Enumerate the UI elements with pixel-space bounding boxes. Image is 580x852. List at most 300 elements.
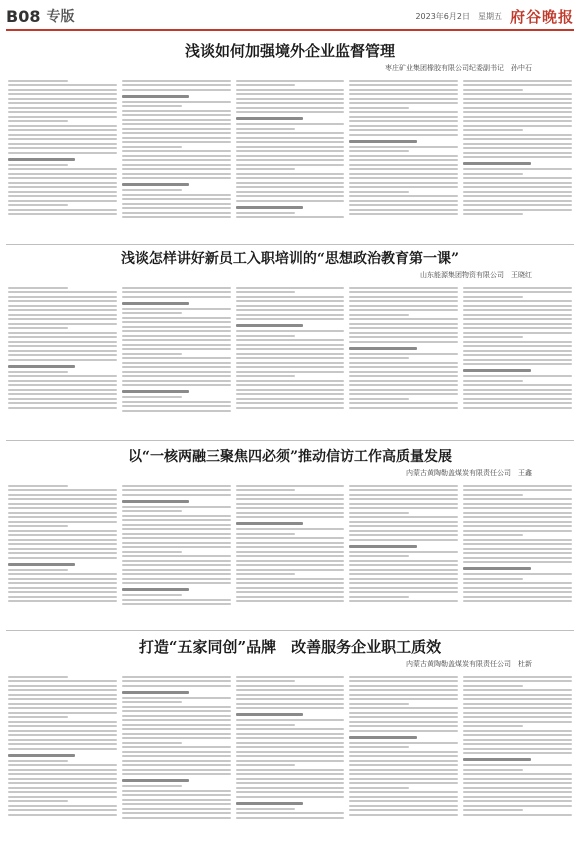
text-line xyxy=(8,327,68,329)
text-line xyxy=(349,805,458,807)
text-column xyxy=(349,482,458,608)
text-line xyxy=(122,123,231,125)
text-line xyxy=(122,384,231,386)
text-line xyxy=(122,728,231,730)
text-line xyxy=(8,730,117,732)
text-line xyxy=(236,384,345,386)
text-line xyxy=(463,778,572,780)
text-line xyxy=(8,552,117,554)
text-line xyxy=(463,341,572,343)
text-line xyxy=(122,560,231,562)
text-line xyxy=(236,177,345,179)
text-line xyxy=(236,808,296,810)
article-1-body xyxy=(8,77,572,221)
text-line xyxy=(122,401,231,403)
text-line xyxy=(236,485,345,487)
text-line xyxy=(349,539,458,541)
text-line xyxy=(349,287,458,289)
text-line xyxy=(236,569,345,571)
text-line xyxy=(463,314,572,316)
text-line xyxy=(8,596,117,598)
text-line xyxy=(349,525,458,527)
text-line xyxy=(122,291,231,293)
text-line xyxy=(349,366,458,368)
text-line xyxy=(8,164,68,166)
text-line xyxy=(8,805,117,807)
text-line xyxy=(463,809,523,811)
text-line xyxy=(463,102,572,104)
text-line xyxy=(349,560,458,562)
text-line xyxy=(8,582,117,584)
text-line xyxy=(236,159,345,161)
text-line xyxy=(122,724,231,726)
text-line xyxy=(8,800,68,802)
text-line xyxy=(349,107,409,109)
text-line xyxy=(122,701,182,703)
text-line xyxy=(236,733,345,735)
text-line xyxy=(236,89,345,91)
text-line xyxy=(122,764,231,766)
text-line xyxy=(463,796,572,798)
text-line xyxy=(122,779,189,782)
text-line xyxy=(463,156,572,158)
text-line xyxy=(236,542,345,544)
text-line xyxy=(236,80,345,82)
text-line xyxy=(463,485,572,487)
text-line xyxy=(236,137,345,139)
issue-weekday: 星期五 xyxy=(477,11,502,21)
text-line xyxy=(236,760,345,762)
text-line xyxy=(122,680,231,682)
text-line xyxy=(8,587,117,589)
text-line xyxy=(349,305,458,307)
text-line xyxy=(236,318,345,320)
text-line xyxy=(8,296,117,298)
text-line xyxy=(463,805,572,807)
text-line xyxy=(8,573,117,575)
text-line xyxy=(236,551,345,553)
text-line xyxy=(8,359,117,361)
text-line xyxy=(236,676,345,678)
text-line xyxy=(349,796,458,798)
text-line xyxy=(8,209,117,211)
text-line xyxy=(8,300,117,302)
text-column xyxy=(349,284,458,414)
text-line xyxy=(8,407,117,409)
text-line xyxy=(122,706,231,708)
text-line xyxy=(463,712,572,714)
text-line xyxy=(463,354,572,356)
text-line xyxy=(8,489,117,491)
text-line xyxy=(8,563,75,566)
text-line xyxy=(122,588,189,591)
text-line xyxy=(8,84,117,86)
text-line xyxy=(122,84,231,86)
text-line xyxy=(349,134,458,136)
text-line xyxy=(122,330,231,332)
text-line xyxy=(349,545,416,548)
masthead-rule xyxy=(6,29,574,31)
text-line xyxy=(349,323,458,325)
text-line xyxy=(8,98,117,100)
text-line xyxy=(463,494,523,496)
text-line xyxy=(8,314,117,316)
text-line xyxy=(8,512,117,514)
text-line xyxy=(463,557,572,559)
text-line xyxy=(122,357,231,359)
text-line xyxy=(236,168,296,170)
text-line xyxy=(8,393,117,395)
text-line xyxy=(8,516,117,518)
text-line xyxy=(8,498,117,500)
text-line xyxy=(463,752,572,754)
text-column xyxy=(236,284,345,414)
text-line xyxy=(349,694,458,696)
text-line xyxy=(349,89,458,91)
text-line xyxy=(122,755,231,757)
text-line xyxy=(8,721,117,723)
text-line xyxy=(8,107,117,109)
text-line xyxy=(8,494,117,496)
text-line xyxy=(349,800,458,802)
text-line xyxy=(8,305,117,307)
text-line xyxy=(122,715,231,717)
text-line xyxy=(349,155,458,157)
article-3-body xyxy=(8,482,572,608)
article-4-byline: 内蒙古黄陶勒盖煤炭有限责任公司 杜新 xyxy=(406,660,532,668)
text-line xyxy=(236,802,303,805)
text-line xyxy=(463,764,572,766)
article-divider xyxy=(6,630,574,631)
text-line xyxy=(236,305,345,307)
text-line xyxy=(236,782,345,784)
text-line xyxy=(349,80,458,82)
text-line xyxy=(463,213,523,215)
text-line xyxy=(122,519,231,521)
text-line xyxy=(236,737,345,739)
text-line xyxy=(463,582,572,584)
text-line xyxy=(349,182,458,184)
text-line xyxy=(8,525,68,527)
text-line xyxy=(463,543,572,545)
text-line xyxy=(8,147,117,149)
text-line xyxy=(236,123,345,125)
text-line xyxy=(8,716,68,718)
text-line xyxy=(349,129,458,131)
text-line xyxy=(122,582,231,584)
text-line xyxy=(463,209,572,211)
text-line xyxy=(463,111,572,113)
text-line xyxy=(349,498,458,500)
text-line xyxy=(8,371,68,373)
text-line xyxy=(122,287,231,289)
text-line xyxy=(122,812,231,814)
text-line xyxy=(349,332,458,334)
text-line xyxy=(349,746,409,748)
text-column xyxy=(349,673,458,821)
text-line xyxy=(463,552,572,554)
text-line xyxy=(463,296,523,298)
text-line xyxy=(8,698,117,700)
text-line xyxy=(236,522,303,525)
masthead-info xyxy=(415,6,574,27)
text-line xyxy=(122,137,231,139)
text-line xyxy=(236,296,345,298)
article-3-byline: 内蒙古黄陶勒盖煤炭有限责任公司 王鑫 xyxy=(406,469,532,477)
text-line xyxy=(122,150,231,152)
text-line xyxy=(236,291,296,293)
text-line xyxy=(349,209,458,211)
text-line xyxy=(8,129,117,131)
text-line xyxy=(236,407,345,409)
text-line xyxy=(8,191,117,193)
text-line xyxy=(463,676,572,678)
text-line xyxy=(122,603,231,605)
text-line xyxy=(8,287,68,289)
text-line xyxy=(236,132,345,134)
text-line xyxy=(122,128,231,130)
text-line xyxy=(236,680,296,682)
text-line xyxy=(349,791,458,793)
text-line xyxy=(122,542,231,544)
text-line xyxy=(122,177,231,179)
text-line xyxy=(236,507,345,509)
text-line xyxy=(8,534,117,536)
text-line xyxy=(463,689,572,691)
text-line xyxy=(349,371,458,373)
text-line xyxy=(8,503,117,505)
text-line xyxy=(349,402,458,404)
text-line xyxy=(122,380,231,382)
text-line xyxy=(349,530,458,532)
text-column xyxy=(236,482,345,608)
text-line xyxy=(349,213,458,215)
text-line xyxy=(463,407,572,409)
text-line xyxy=(349,125,458,127)
text-line xyxy=(349,698,458,700)
text-line xyxy=(8,89,117,91)
text-line xyxy=(463,173,523,175)
text-line xyxy=(463,168,572,170)
text-line xyxy=(122,312,182,314)
text-line xyxy=(349,384,458,386)
text-line xyxy=(349,600,458,602)
text-line xyxy=(122,790,231,792)
text-column xyxy=(349,77,458,221)
text-line xyxy=(8,773,117,775)
text-line xyxy=(8,402,117,404)
text-line xyxy=(349,773,458,775)
text-line xyxy=(349,93,458,95)
text-line xyxy=(349,755,458,757)
text-line xyxy=(236,150,345,152)
text-line xyxy=(463,186,572,188)
text-line xyxy=(463,318,572,320)
text-line xyxy=(463,694,572,696)
text-line xyxy=(463,287,572,289)
text-line xyxy=(463,402,572,404)
text-line xyxy=(463,503,572,505)
text-line xyxy=(463,384,572,386)
text-line xyxy=(463,512,572,514)
text-line xyxy=(8,791,117,793)
article-4 xyxy=(8,636,572,846)
text-line xyxy=(236,728,345,730)
text-line xyxy=(349,489,458,491)
text-line xyxy=(236,573,296,575)
text-line xyxy=(236,746,345,748)
text-line xyxy=(349,494,458,496)
text-line xyxy=(8,195,117,197)
text-line xyxy=(8,521,117,523)
text-line xyxy=(236,98,345,100)
text-line xyxy=(463,359,572,361)
text-line xyxy=(349,159,458,161)
text-line xyxy=(236,164,345,166)
text-line xyxy=(463,98,572,100)
text-line xyxy=(122,599,231,601)
text-line xyxy=(349,291,458,293)
text-line xyxy=(122,578,231,580)
text-column xyxy=(463,284,572,414)
text-line xyxy=(122,348,231,350)
text-line xyxy=(349,814,458,816)
text-line xyxy=(463,791,572,793)
text-line xyxy=(349,764,458,766)
article-1-byline: 枣庄矿业集团橡胶有限公司纪委副书记 孙中石 xyxy=(385,64,532,72)
text-line xyxy=(122,710,231,712)
text-line xyxy=(236,773,345,775)
text-line xyxy=(8,676,68,678)
text-line xyxy=(463,195,572,197)
text-line xyxy=(463,521,572,523)
text-line xyxy=(349,341,458,343)
article-2-body xyxy=(8,284,572,414)
text-line xyxy=(122,353,182,355)
text-line xyxy=(8,787,117,789)
text-line xyxy=(122,105,182,107)
text-line xyxy=(349,760,458,762)
text-line xyxy=(463,800,572,802)
text-line xyxy=(463,725,523,727)
text-line xyxy=(236,362,345,364)
text-line xyxy=(463,80,572,82)
text-line xyxy=(122,390,189,393)
text-line xyxy=(122,510,182,512)
text-line xyxy=(236,742,345,744)
text-line xyxy=(463,345,572,347)
article-3-headline: 以“一核两融三聚焦四必须”推动信访工作高质量发展 xyxy=(127,449,453,465)
text-column xyxy=(8,77,117,221)
issue-date: 2023年6月2日 xyxy=(415,11,470,21)
text-line xyxy=(122,515,231,517)
text-line xyxy=(463,363,572,365)
text-line xyxy=(349,703,409,705)
text-line xyxy=(122,719,231,721)
text-line xyxy=(349,512,409,514)
text-line xyxy=(463,380,523,382)
text-line xyxy=(236,751,345,753)
text-line xyxy=(8,507,117,509)
masthead xyxy=(6,4,574,28)
text-line xyxy=(349,534,458,536)
text-line xyxy=(236,335,296,337)
text-line xyxy=(122,733,231,735)
text-line xyxy=(236,141,345,143)
text-line xyxy=(8,707,117,709)
text-line xyxy=(463,393,572,395)
text-line xyxy=(8,173,117,175)
text-line xyxy=(122,742,182,744)
text-line xyxy=(236,578,345,580)
text-line xyxy=(8,760,68,762)
text-line xyxy=(236,516,345,518)
article-4-headline: 打造“五家同创”品牌 改善服务企业职工质效 xyxy=(138,638,442,656)
text-line xyxy=(236,817,345,819)
text-line xyxy=(463,89,523,91)
text-line xyxy=(8,116,117,118)
text-line xyxy=(122,528,231,530)
text-line xyxy=(8,341,117,343)
text-line xyxy=(463,596,572,598)
text-line xyxy=(463,814,572,816)
text-line xyxy=(463,327,572,329)
text-line xyxy=(122,500,189,503)
text-line xyxy=(349,721,458,723)
text-line xyxy=(463,300,572,302)
text-line xyxy=(122,344,231,346)
text-line xyxy=(463,730,572,732)
text-line xyxy=(236,287,345,289)
text-line xyxy=(122,808,231,810)
text-line xyxy=(122,769,231,771)
text-line xyxy=(349,204,458,206)
text-line xyxy=(236,393,345,395)
text-line xyxy=(349,736,416,739)
text-line xyxy=(236,102,345,104)
text-line xyxy=(8,380,117,382)
text-line xyxy=(8,213,117,215)
text-line xyxy=(349,380,458,382)
text-line xyxy=(349,318,458,320)
text-line xyxy=(349,725,458,727)
text-line xyxy=(8,796,117,798)
text-line xyxy=(349,689,458,691)
text-line xyxy=(349,393,458,395)
text-line xyxy=(236,582,345,584)
text-line xyxy=(236,389,345,391)
text-line xyxy=(122,155,231,157)
text-column xyxy=(8,673,117,821)
text-line xyxy=(8,120,68,122)
text-line xyxy=(463,309,572,311)
text-line xyxy=(463,204,572,206)
text-line xyxy=(8,345,117,347)
text-line xyxy=(8,309,117,311)
text-line xyxy=(463,734,572,736)
text-line xyxy=(463,125,572,127)
text-line xyxy=(463,698,572,700)
text-line xyxy=(8,814,117,816)
text-line xyxy=(8,557,117,559)
text-line xyxy=(122,198,231,200)
text-line xyxy=(122,737,231,739)
text-line xyxy=(463,600,572,602)
text-line xyxy=(8,177,117,179)
text-line xyxy=(236,533,296,535)
text-line xyxy=(122,773,231,775)
text-line xyxy=(349,177,458,179)
